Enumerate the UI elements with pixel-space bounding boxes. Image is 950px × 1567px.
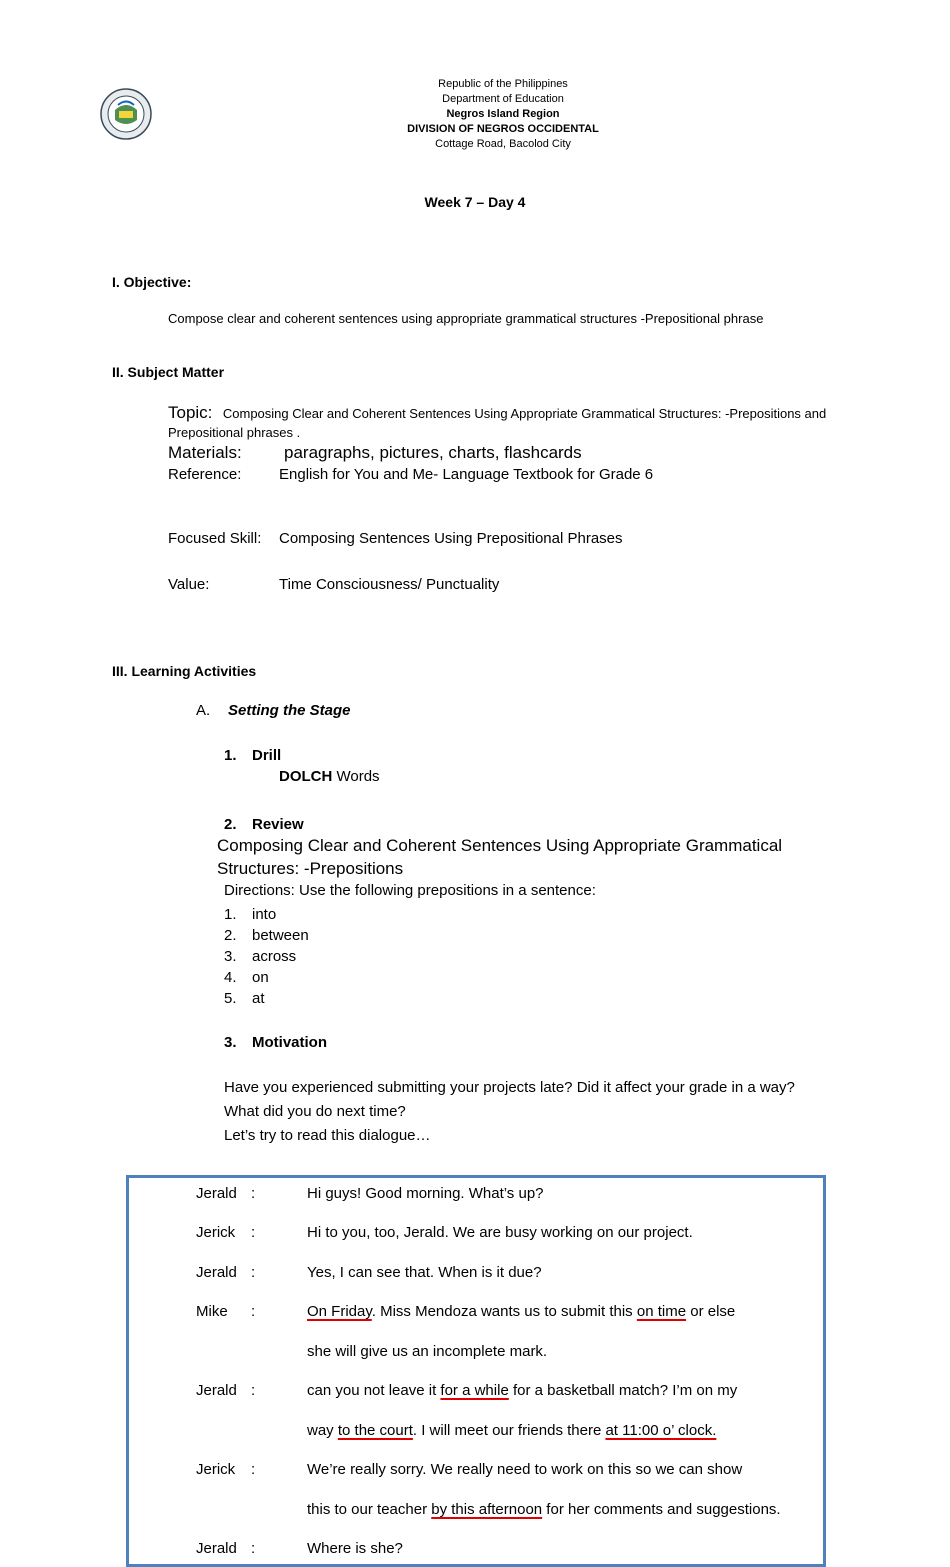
- dialogue-line: [307, 1185, 544, 1202]
- objective-text: Compose clear and coherent sentences using appropriate grammatical structures -Prepositional phrase: [168, 311, 764, 326]
- dialogue-line: [307, 1540, 403, 1557]
- dialogue-colon: :: [251, 1264, 256, 1281]
- dialogue-colon: :: [251, 1461, 256, 1478]
- dialogue-speaker: Jerald: [196, 1185, 237, 1202]
- motivation-line-3: Let’s try to read this dialogue…: [224, 1127, 431, 1144]
- topic-label: Topic:: [168, 403, 213, 422]
- reference-label: Reference:: [168, 466, 242, 483]
- dialogue-text: for a basketball match? I’m on my: [508, 1382, 738, 1399]
- dialogue-text: Yes, I can see that. When is it due?: [307, 1264, 542, 1281]
- dialogue-text: or else: [686, 1303, 736, 1320]
- dialogue-speaker: Jerald: [196, 1540, 237, 1557]
- header-republic: Republic of the Philippines: [438, 78, 568, 90]
- motivation-number: 3.: [224, 1034, 237, 1051]
- header-department: Department of Education: [442, 93, 564, 105]
- dialogue-speaker: Jerick: [196, 1224, 236, 1241]
- materials-label: Materials:: [168, 443, 242, 462]
- dialogue-line: [307, 1303, 735, 1320]
- page-title: Week 7 – Day 4: [424, 194, 526, 210]
- dialogue-line: [307, 1461, 742, 1478]
- list-item-number: 1.: [224, 906, 237, 923]
- dialogue-text: Hi to you, too, Jerald. We are busy working on our project.: [307, 1224, 693, 1241]
- list-item-number: 2.: [224, 927, 237, 944]
- prepositional-phrase: at 11:00 o’ clock.: [605, 1422, 717, 1439]
- dialogue-line: [307, 1264, 542, 1281]
- review-directions: Directions: Use the following prepositions in a sentence:: [224, 882, 596, 899]
- motivation-line-1: Have you experienced submitting your projects late? Did it affect your grade in a way?: [224, 1079, 795, 1096]
- list-item-number: 4.: [224, 969, 237, 986]
- drill-number: 1.: [224, 747, 237, 764]
- drill-words: Words: [332, 768, 380, 785]
- dialogue-colon: :: [251, 1382, 256, 1399]
- dialogue-text: . I will meet our friends there: [412, 1422, 606, 1439]
- review-title: Review: [252, 816, 304, 833]
- motivation-line-2: What did you do next time?: [224, 1103, 406, 1120]
- dialogue-line: [307, 1343, 547, 1360]
- header-address: Cottage Road, Bacolod City: [435, 138, 571, 150]
- list-item: into: [252, 906, 277, 923]
- review-line-2: Structures: -Prepositions: [217, 859, 404, 878]
- objective-heading: I. Objective:: [112, 274, 192, 290]
- section-a-title: Setting the Stage: [228, 702, 351, 719]
- dialogue-colon: :: [251, 1185, 256, 1202]
- activities-heading: III. Learning Activities: [112, 663, 257, 679]
- dialogue-text: Hi guys! Good morning. What’s up?: [307, 1185, 544, 1202]
- dialogue-colon: :: [251, 1224, 256, 1241]
- value-value: Time Consciousness/ Punctuality: [279, 576, 500, 593]
- drill-title: Drill: [252, 747, 282, 764]
- materials-value: paragraphs, pictures, charts, flashcards: [284, 443, 582, 462]
- reference-value: English for You and Me- Language Textbook for Grade 6: [279, 466, 654, 483]
- dialogue-colon: :: [251, 1303, 256, 1320]
- prepositional-phrase: on time: [636, 1303, 687, 1320]
- drill-content: [279, 768, 380, 785]
- subject-heading: II. Subject Matter: [112, 364, 225, 380]
- list-item: on: [252, 969, 269, 986]
- dialogue-line: [307, 1382, 737, 1399]
- prepositional-phrase: by this afternoon: [431, 1501, 543, 1518]
- dialogue-speaker: Jerald: [196, 1264, 237, 1281]
- dialogue-line: [307, 1422, 716, 1439]
- list-item-number: 3.: [224, 948, 237, 965]
- dialogue-speaker: Mike: [196, 1303, 228, 1320]
- dialogue-line: [307, 1224, 693, 1241]
- list-item: across: [252, 948, 297, 965]
- dialogue-line: [307, 1501, 781, 1518]
- topic-line: [168, 403, 826, 423]
- list-item: between: [252, 927, 309, 944]
- review-line-1: Composing Clear and Coherent Sentences Using Appropriate Grammatical: [217, 836, 783, 855]
- review-number: 2.: [224, 816, 237, 833]
- topic-value: Composing Clear and Coherent Sentences Using Appropriate Grammatical Structures: -Prepositions and: [222, 406, 827, 421]
- dialogue-text: We’re really sorry. We really need to work on this so we can show: [307, 1461, 743, 1478]
- dialogue-text: can you not leave it: [307, 1382, 441, 1399]
- prepositional-phrase: for a while: [440, 1382, 509, 1399]
- dialogue-speaker: Jerald: [196, 1382, 237, 1399]
- focused-skill-label: Focused Skill:: [168, 530, 262, 547]
- prepositional-phrase: to the court: [337, 1422, 413, 1439]
- header-division: DIVISION OF NEGROS OCCIDENTAL: [407, 123, 599, 135]
- dialogue-speaker: Jerick: [196, 1461, 236, 1478]
- list-item-number: 5.: [224, 990, 237, 1007]
- dialogue-text: Where is she?: [307, 1540, 403, 1557]
- topic-value-cont: Prepositional phrases .: [168, 425, 301, 440]
- dialogue-text: . Miss Mendoza wants us to submit this: [371, 1303, 637, 1320]
- drill-dolch: DOLCH: [279, 768, 333, 785]
- prepositional-phrase: On Friday: [307, 1303, 372, 1320]
- motivation-title: Motivation: [252, 1034, 327, 1051]
- dialogue-text: she will give us an incomplete mark.: [307, 1343, 548, 1360]
- header-region: Negros Island Region: [446, 108, 560, 120]
- dialogue-text: this to our teacher: [307, 1501, 432, 1518]
- section-a-letter: A.: [196, 702, 211, 719]
- list-item: at: [252, 990, 265, 1007]
- focused-skill-value: Composing Sentences Using Prepositional Phrases: [279, 530, 623, 547]
- deped-seal-logo: [98, 88, 154, 140]
- dialogue-colon: :: [251, 1540, 256, 1557]
- dialogue-text: way: [307, 1422, 338, 1439]
- dialogue-text: for her comments and suggestions.: [542, 1501, 781, 1518]
- value-label: Value:: [168, 576, 210, 593]
